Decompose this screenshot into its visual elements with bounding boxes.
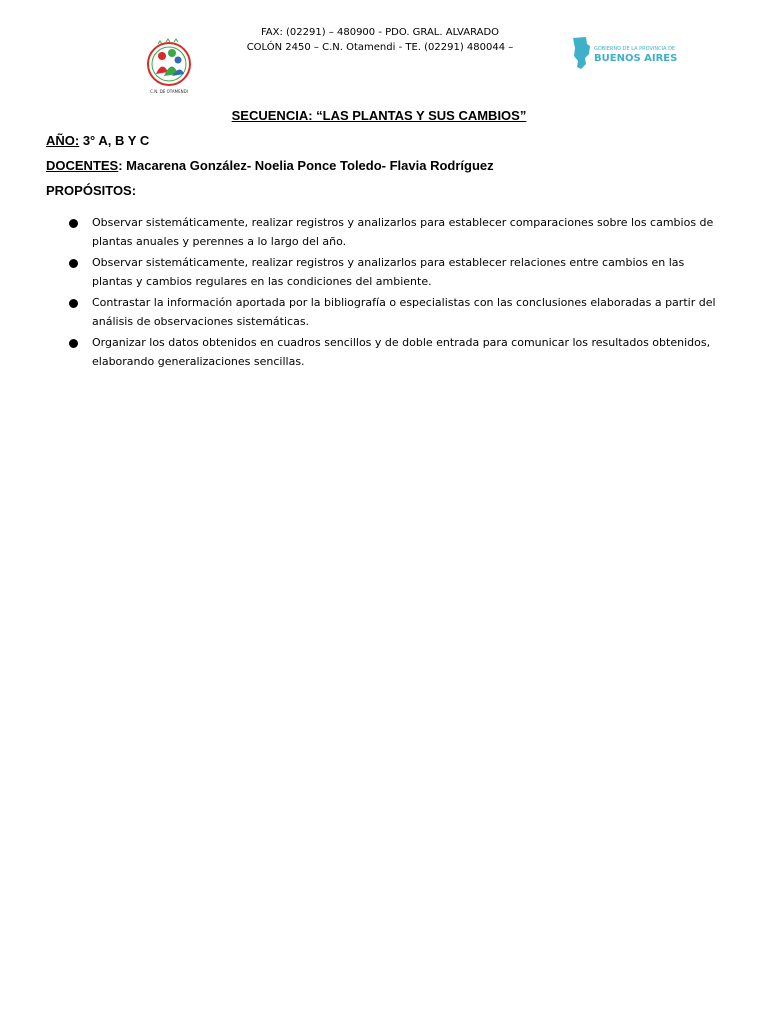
purpose-text: Observar sistemáticamente, realizar registros y analizarlos para establecer comparaciones sobre los cambios de plantas anuales y perennes a lo largo del año. xyxy=(92,216,714,248)
purpose-text: Organizar los datos obtenidos en cuadros sencillos y de doble entrada para comunicar los resultados obtenidos, elaborando generalizaciones sencillas. xyxy=(92,336,711,368)
anio-value: 3° A, B Y C xyxy=(79,133,150,148)
bullet-icon xyxy=(69,339,78,348)
purposes-list xyxy=(66,213,716,373)
docentes-value: : Macarena González- Noelia Ponce Toledo- Flavia Rodríguez xyxy=(118,158,494,173)
docentes-line xyxy=(46,158,494,173)
list-item xyxy=(66,333,716,371)
purpose-text: Contrastar la información aportada por la bibliografía o especialistas con las conclusiones elaboradas a partir del análisis de observaciones sistemáticas. xyxy=(92,296,716,328)
document-title: SECUENCIA: “LAS PLANTAS Y SUS CAMBIOS” xyxy=(231,108,527,123)
list-item xyxy=(66,253,716,291)
school-logo-caption: C.N. DE OTAMENDI xyxy=(150,89,188,94)
propositos-heading: PROPÓSITOS: xyxy=(46,183,137,198)
header-contact-line-1: FAX: (02291) – 480900 - PDO. GRAL. ALVARADO xyxy=(260,27,500,38)
header-contact-line-2: COLÓN 2450 – C.N. Otamendi - TE. (02291) 480044 – xyxy=(246,42,514,53)
bullet-icon xyxy=(69,299,78,308)
bullet-icon xyxy=(69,219,78,228)
gobierno-provincia-buenos-aires-logo xyxy=(570,34,678,72)
school-logo-icon xyxy=(142,36,196,96)
purpose-text: Observar sistemáticamente, realizar registros y analizarlos para establecer relaciones entre cambios en las plantas y cambios regulares en las condiciones del ambiente. xyxy=(92,256,685,288)
list-item xyxy=(66,293,716,331)
page-header xyxy=(0,0,768,100)
gov-logo-big-text: BUENOS AIRES xyxy=(594,53,678,64)
anio-line xyxy=(46,133,149,148)
list-item xyxy=(66,213,716,251)
header-contact-block xyxy=(230,25,530,55)
bullet-icon xyxy=(69,259,78,268)
docentes-label: DOCENTES xyxy=(46,158,119,173)
anio-label: AÑO: xyxy=(46,133,80,148)
gov-logo-small-text: GOBIERNO DE LA PROVINCIA DE xyxy=(594,46,676,52)
